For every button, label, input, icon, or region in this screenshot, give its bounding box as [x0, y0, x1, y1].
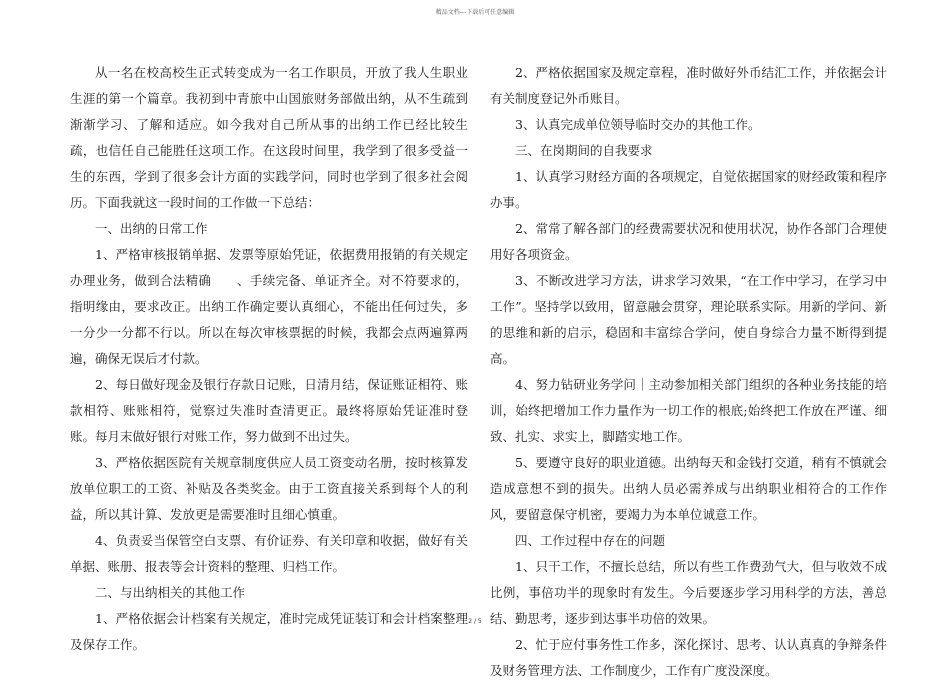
- body-paragraph: 4、努力钻研业务学问｜主动参加相关部门组织的各种业务技能的培训，始终把增加工作力量作为一切工作的根底;始终把工作放在严谨、细致、扎实、求实上，脚踏实地工作。: [490, 377, 887, 444]
- right-column: [490, 60, 887, 684]
- body-paragraph: 2、严格依据国家及规定章程，准时做好外币结汇工作，并依据会计有关制度登记外币账目。: [490, 65, 887, 106]
- body-paragraph: 2、常常了解各部门的经费需要状况和使用状况，协作各部门合理使用好各项资金。: [490, 221, 887, 262]
- body-paragraph: 3、认真完成单位领导临时交办的其他工作。: [515, 117, 761, 132]
- section-heading: 一、出纳的日常工作: [95, 221, 208, 236]
- body-paragraph: 3、不断改进学习方法，讲求学习效果，“在工作中学习，在学习中工作”。坚持学以致用，留意融会贯穿，理论联系实际。用新的学问、新的思维和新的启示，稳固和丰富综合学问，使自身综合力量不断得到提高。: [490, 273, 887, 366]
- body-paragraph: 1、严格审核报销单据、发票等原始凭证，依据费用报销的有关规定办理业务，做到合法精确 、手续完备、单证齐全。对不符要求的，指明缘由，要求改正。出纳工作确定要认真细心，不能出任何过失，多一分少一分都不行以。所以在每次审核票据的时候，我都会点两遍算两遍，确保无误后才付款。: [70, 247, 468, 366]
- section-heading: 四、工作过程中存在的问题: [515, 533, 666, 548]
- section-heading: 三、在岗期间的自我要求: [515, 143, 653, 158]
- body-paragraph: 1、只干工作，不擅长总结，所以有些工作费劲气大，但与收效不成比例，事倍功半的现象时有发生。今后要逐步学习用科学的方法，善总结、勤思考，逐步到达事半功倍的效果。: [490, 559, 887, 626]
- body-paragraph: 2、忙于应付事务性工作多，深化探讨、思考、认认真真的争辩条件及财务管理方法、工作制度少，工作有广度没深度。: [490, 637, 887, 678]
- body-paragraph: 2、每日做好现金及银行存款日记账，日清月结，保证账证相符、账款相符、账账相符，觉察过失准时查清更正。最终将原始凭证准时登账。每月末做好银行对账工作，努力做到不出过失。: [70, 377, 468, 444]
- body-paragraph: 1、严格依据会计档案有关规定，准时完成凭证装订和会计档案整理及保存工作。: [70, 611, 468, 652]
- section-heading: 二、与出纳相关的其他工作: [95, 585, 246, 600]
- body-paragraph: 1、认真学习财经方面的各项规定，自觉依据国家的财经政策和程序办事。: [490, 169, 887, 210]
- body-paragraph: 4、负责妥当保管空白支票、有价证券、有关印章和收据，做好有关单据、账册、报表等会计资料的整理、归档工作。: [70, 533, 468, 574]
- page-number: 2 / 5: [468, 618, 482, 625]
- body-paragraph: 3、严格依据医院有关规章制度供应人员工资变动名册，按时核算发放单位职工的工资、补贴及各类奖金。由于工资直接关系到每个人的利益，所以其计算、发放更是需要准时且细心慎重。: [70, 455, 468, 522]
- left-column: [70, 60, 468, 658]
- body-paragraph: 5、要遵守良好的职业道德。出纳每天和金钱打交道，稍有不慎就会造成意想不到的损失。出纳人员必需养成与出纳职业相符合的工作作风，要留意保守机密，要竭力为本单位诚意工作。: [490, 455, 887, 522]
- body-paragraph: 从一名在校高校生正式转变成为一名工作职员，开放了我人生职业生涯的第一个篇章。我初到中青旅中山国旅财务部做出纳，从不生疏到渐渐学习、了解和适应。如今我对自己所从事的出纳工作已经比较生疏，也信任自己能胜任这项工作。在这段时间里，我学到了很多受益一生的东西，学到了很多会计方面的实践学问，同时也学到了很多社会阅历。下面我就这一段时间的工作做一下总结：: [70, 65, 468, 210]
- page-header: 精品文档---下载后可任意编辑: [435, 9, 515, 16]
